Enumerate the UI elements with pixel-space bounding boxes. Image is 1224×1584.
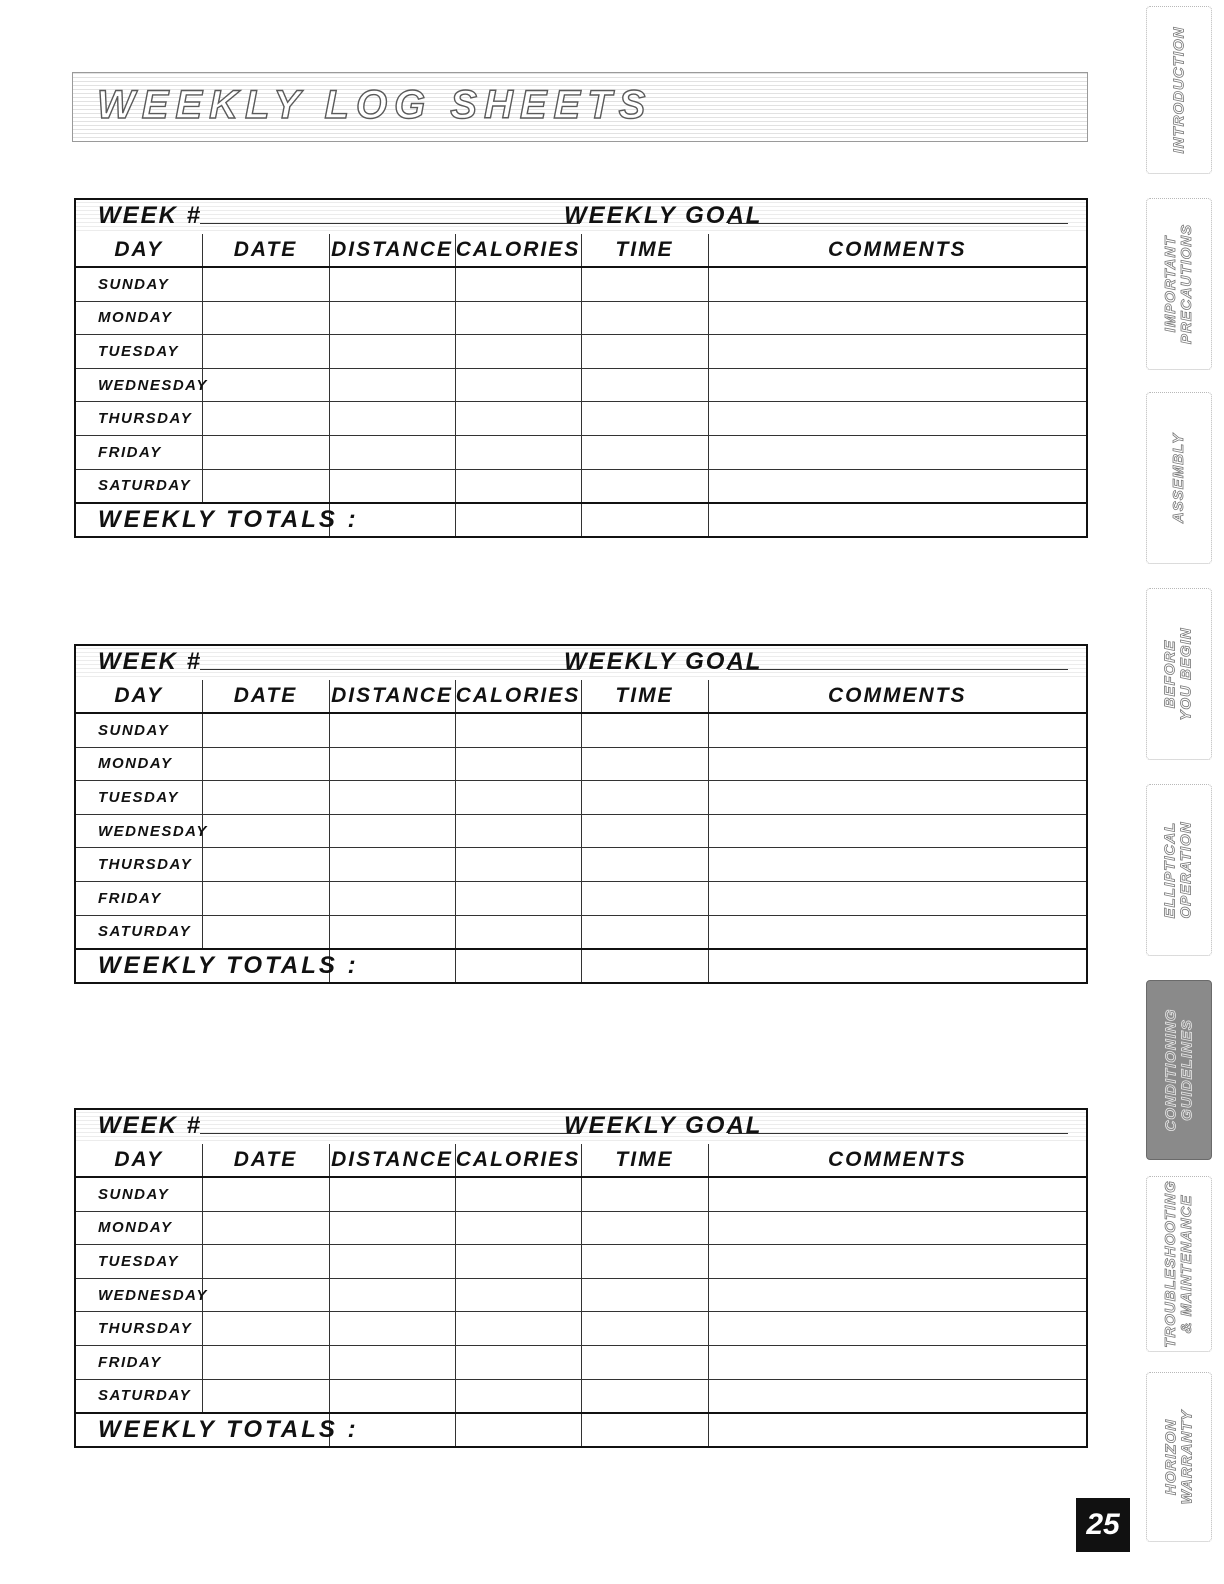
total-cell[interactable] [581, 503, 708, 536]
section-tab-label: INTRODUCTION [1170, 26, 1187, 154]
entry-cell[interactable] [581, 1312, 708, 1346]
entry-cell[interactable] [455, 335, 581, 369]
entry-cell[interactable] [329, 814, 455, 848]
column-header: DAY [76, 1144, 202, 1177]
entry-cell[interactable] [708, 1345, 1086, 1379]
entry-cell[interactable] [202, 402, 329, 436]
entry-cell[interactable] [455, 747, 581, 781]
totals-row [76, 503, 1086, 536]
entry-cell[interactable] [202, 848, 329, 882]
day-row [76, 1211, 1086, 1245]
entry-cell[interactable] [581, 368, 708, 402]
entry-cell[interactable] [455, 1379, 581, 1413]
entry-cell[interactable] [455, 915, 581, 949]
day-row [76, 1177, 1086, 1211]
week-number-label: WEEK # [98, 1112, 203, 1139]
entry-cell[interactable] [329, 1211, 455, 1245]
entry-cell[interactable] [581, 1211, 708, 1245]
day-label: THURSDAY [76, 848, 202, 882]
entry-cell[interactable] [708, 1312, 1086, 1346]
column-header: DISTANCE [329, 680, 455, 713]
entry-cell[interactable] [329, 402, 455, 436]
total-cell[interactable] [708, 949, 1086, 982]
entry-cell[interactable] [455, 301, 581, 335]
entry-cell[interactable] [202, 469, 329, 503]
page-title-banner [72, 72, 1088, 142]
section-tab-label: CONDITIONING GUIDELINES [1162, 1008, 1195, 1132]
day-label: MONDAY [76, 747, 202, 781]
section-tab[interactable] [1146, 784, 1212, 956]
entry-cell[interactable] [581, 335, 708, 369]
entry-cell[interactable] [202, 301, 329, 335]
day-row [76, 368, 1086, 402]
section-tab-label: ASSEMBLY [1170, 432, 1188, 524]
section-tab-label: BEFORE YOU BEGIN [1162, 627, 1195, 721]
total-cell[interactable] [455, 949, 581, 982]
entry-cell[interactable] [708, 1278, 1086, 1312]
entry-cell[interactable] [581, 402, 708, 436]
column-header: TIME [581, 234, 708, 267]
day-label: TUESDAY [76, 1245, 202, 1279]
entry-cell[interactable] [708, 267, 1086, 301]
section-tab[interactable] [1146, 1176, 1212, 1352]
day-label: SUNDAY [98, 721, 170, 739]
entry-cell[interactable] [455, 368, 581, 402]
entry-cell[interactable] [202, 814, 329, 848]
day-label: SATURDAY [76, 915, 202, 949]
total-cell[interactable] [708, 1413, 1086, 1446]
entry-cell[interactable] [581, 915, 708, 949]
entry-cell[interactable] [708, 1177, 1086, 1211]
totals-row [76, 949, 1086, 982]
day-row [76, 267, 1086, 301]
entry-cell[interactable] [708, 1211, 1086, 1245]
day-label: THURSDAY [76, 1312, 202, 1346]
column-header: TIME [581, 1144, 708, 1177]
day-label: FRIDAY [76, 435, 202, 469]
totals-row [76, 1413, 1086, 1446]
weekly-log-table [74, 1108, 1088, 1448]
column-header: DAY [76, 680, 202, 713]
column-header: COMMENTS [708, 680, 1086, 713]
day-row [76, 335, 1086, 369]
entry-cell[interactable] [581, 814, 708, 848]
entry-cell[interactable] [202, 1345, 329, 1379]
day-row [76, 301, 1086, 335]
entry-cell[interactable] [202, 1177, 329, 1211]
entry-cell[interactable] [202, 267, 329, 301]
day-label: WEDNESDAY [76, 368, 202, 402]
entry-cell[interactable] [708, 713, 1086, 747]
section-tab[interactable] [1146, 6, 1212, 174]
entry-cell[interactable] [455, 713, 581, 747]
log-grid [76, 680, 1086, 982]
entry-cell[interactable] [455, 1278, 581, 1312]
entry-cell[interactable] [581, 1278, 708, 1312]
entry-cell[interactable] [202, 881, 329, 915]
entry-cell[interactable] [581, 1379, 708, 1413]
entry-cell[interactable] [581, 1177, 708, 1211]
day-label: SUNDAY [98, 275, 170, 293]
column-header: DATE [202, 1144, 329, 1177]
weekly-goal-field[interactable] [728, 223, 1068, 224]
entry-cell[interactable] [202, 1379, 329, 1413]
entry-cell[interactable] [455, 1345, 581, 1379]
log-header [76, 200, 1086, 234]
section-tab[interactable] [1146, 588, 1212, 760]
entry-cell[interactable] [455, 848, 581, 882]
weekly-goal-field[interactable] [728, 1133, 1068, 1134]
section-tab-label: ELLIPTICAL OPERATION [1162, 821, 1195, 919]
entry-cell[interactable] [581, 713, 708, 747]
entry-cell[interactable] [708, 402, 1086, 436]
log-header [76, 1110, 1086, 1144]
day-label: FRIDAY [76, 881, 202, 915]
week-number-field[interactable] [200, 223, 580, 224]
entry-cell[interactable] [329, 301, 455, 335]
entry-cell[interactable] [708, 1245, 1086, 1279]
entry-cell[interactable] [708, 301, 1086, 335]
entry-cell[interactable] [581, 301, 708, 335]
total-cell[interactable] [581, 949, 708, 982]
page-title: WEEKLY LOG SHEETS [97, 83, 653, 127]
day-row [76, 747, 1086, 781]
entry-cell[interactable] [329, 469, 455, 503]
day-row [76, 713, 1086, 747]
entry-cell[interactable] [329, 1177, 455, 1211]
entry-cell[interactable] [329, 713, 455, 747]
entry-cell[interactable] [202, 915, 329, 949]
day-row [76, 1245, 1086, 1279]
entry-cell[interactable] [455, 1245, 581, 1279]
entry-cell[interactable] [202, 747, 329, 781]
weekly-goal-label: WEEKLY GOAL [564, 648, 763, 675]
total-cell[interactable] [455, 1413, 581, 1446]
column-header: CALORIES [455, 234, 581, 267]
entry-cell[interactable] [708, 1379, 1086, 1413]
entry-cell[interactable] [329, 915, 455, 949]
day-row [76, 1312, 1086, 1346]
total-cell[interactable] [708, 503, 1086, 536]
entry-cell[interactable] [329, 1245, 455, 1279]
week-number-label: WEEK # [98, 202, 203, 229]
section-tab[interactable] [1146, 392, 1212, 564]
entry-cell[interactable] [708, 335, 1086, 369]
week-number-field[interactable] [200, 669, 580, 670]
section-tab[interactable] [1146, 198, 1212, 370]
entry-cell[interactable] [202, 368, 329, 402]
entry-cell[interactable] [708, 881, 1086, 915]
column-header: DISTANCE [329, 234, 455, 267]
weekly-goal-label: WEEKLY GOAL [564, 1112, 763, 1139]
section-tab-label: TROUBLESHOOTING & MAINTENANCE [1162, 1180, 1195, 1348]
day-label: SATURDAY [76, 1379, 202, 1413]
week-number-label: WEEK # [98, 648, 203, 675]
totals-label: WEEKLY TOTALS : [76, 503, 329, 536]
entry-cell[interactable] [202, 435, 329, 469]
weekly-log-table [74, 198, 1088, 538]
day-row [76, 781, 1086, 815]
column-header: DATE [202, 234, 329, 267]
entry-cell[interactable] [581, 1345, 708, 1379]
total-cell[interactable] [455, 503, 581, 536]
entry-cell[interactable] [581, 469, 708, 503]
entry-cell[interactable] [329, 335, 455, 369]
totals-label: WEEKLY TOTALS : [76, 949, 329, 982]
column-header: DATE [202, 680, 329, 713]
totals-label: WEEKLY TOTALS : [76, 1413, 329, 1446]
log-grid [76, 234, 1086, 536]
day-label: MONDAY [76, 301, 202, 335]
column-header: COMMENTS [708, 1144, 1086, 1177]
day-label: SATURDAY [76, 469, 202, 503]
entry-cell[interactable] [329, 747, 455, 781]
entry-cell[interactable] [455, 469, 581, 503]
day-row [76, 1278, 1086, 1312]
day-row [76, 402, 1086, 436]
day-label: MONDAY [76, 1211, 202, 1245]
day-row [76, 814, 1086, 848]
entry-cell[interactable] [455, 781, 581, 815]
entry-cell[interactable] [455, 1177, 581, 1211]
entry-cell[interactable] [329, 848, 455, 882]
weekly-goal-field[interactable] [728, 669, 1068, 670]
entry-cell[interactable] [708, 781, 1086, 815]
entry-cell[interactable] [708, 747, 1086, 781]
entry-cell[interactable] [708, 814, 1086, 848]
week-number-field[interactable] [200, 1133, 580, 1134]
day-row [76, 848, 1086, 882]
section-tab-label: HORIZON WARRANTY [1162, 1409, 1196, 1505]
day-row [76, 881, 1086, 915]
entry-cell[interactable] [455, 267, 581, 301]
entry-cell[interactable] [329, 435, 455, 469]
weekly-goal-label: WEEKLY GOAL [564, 202, 763, 229]
entry-cell[interactable] [455, 814, 581, 848]
day-row [76, 469, 1086, 503]
column-header: DAY [76, 234, 202, 267]
day-label: WEDNESDAY [76, 814, 202, 848]
entry-cell[interactable] [329, 1278, 455, 1312]
column-header: CALORIES [455, 1144, 581, 1177]
entry-cell[interactable] [708, 915, 1086, 949]
total-cell[interactable] [581, 1413, 708, 1446]
entry-cell[interactable] [581, 848, 708, 882]
entry-cell[interactable] [708, 469, 1086, 503]
entry-cell[interactable] [329, 267, 455, 301]
column-header: DISTANCE [329, 1144, 455, 1177]
section-tab[interactable] [1146, 980, 1212, 1160]
entry-cell[interactable] [202, 1312, 329, 1346]
entry-cell[interactable] [581, 1245, 708, 1279]
entry-cell[interactable] [202, 1278, 329, 1312]
day-row [76, 1379, 1086, 1413]
entry-cell[interactable] [581, 747, 708, 781]
entry-cell[interactable] [329, 1345, 455, 1379]
entry-cell[interactable] [455, 1211, 581, 1245]
day-row [76, 435, 1086, 469]
entry-cell[interactable] [581, 435, 708, 469]
column-header: CALORIES [455, 680, 581, 713]
entry-cell[interactable] [329, 368, 455, 402]
day-label: TUESDAY [76, 781, 202, 815]
entry-cell[interactable] [581, 881, 708, 915]
entry-cell[interactable] [581, 781, 708, 815]
entry-cell[interactable] [708, 368, 1086, 402]
log-grid [76, 1144, 1086, 1446]
entry-cell[interactable] [455, 1312, 581, 1346]
day-label: SUNDAY [98, 1185, 170, 1203]
entry-cell[interactable] [202, 335, 329, 369]
entry-cell[interactable] [708, 435, 1086, 469]
entry-cell[interactable] [329, 881, 455, 915]
entry-cell[interactable] [455, 402, 581, 436]
column-header: COMMENTS [708, 234, 1086, 267]
day-row [76, 1345, 1086, 1379]
entry-cell[interactable] [455, 435, 581, 469]
section-tab-label: IMPORTANT PRECAUTIONS [1162, 223, 1195, 345]
day-label: TUESDAY [76, 335, 202, 369]
day-label: WEDNESDAY [76, 1278, 202, 1312]
page-number: 25 [1076, 1498, 1130, 1552]
entry-cell[interactable] [708, 848, 1086, 882]
entry-cell[interactable] [202, 781, 329, 815]
entry-cell[interactable] [202, 1211, 329, 1245]
entry-cell[interactable] [455, 881, 581, 915]
day-row [76, 915, 1086, 949]
entry-cell[interactable] [329, 1312, 455, 1346]
weekly-log-table [74, 644, 1088, 984]
day-label: FRIDAY [76, 1345, 202, 1379]
entry-cell[interactable] [329, 1379, 455, 1413]
entry-cell[interactable] [581, 267, 708, 301]
column-header: TIME [581, 680, 708, 713]
entry-cell[interactable] [329, 781, 455, 815]
log-header [76, 646, 1086, 680]
entry-cell[interactable] [202, 1245, 329, 1279]
entry-cell[interactable] [202, 713, 329, 747]
day-label: THURSDAY [76, 402, 202, 436]
section-tab[interactable] [1146, 1372, 1212, 1542]
